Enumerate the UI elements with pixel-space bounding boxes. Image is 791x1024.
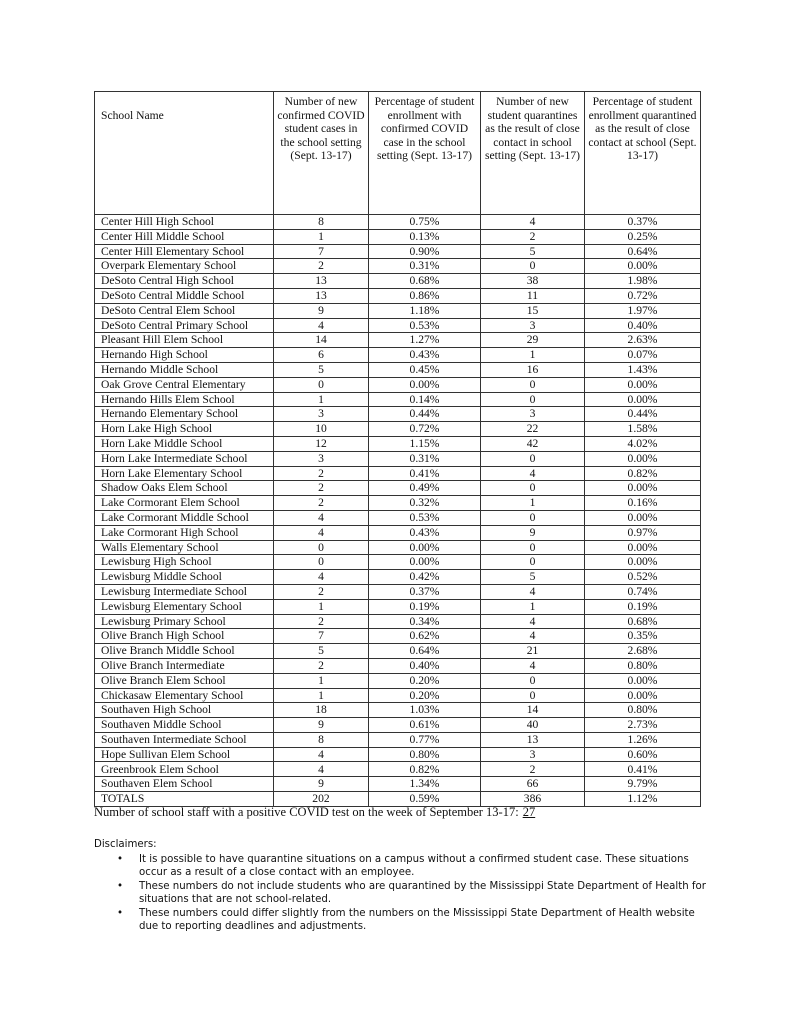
- cell-new-quarantines: 1: [481, 348, 585, 363]
- cell-case-percentage: 0.90%: [369, 244, 481, 259]
- cell-case-percentage: 0.20%: [369, 688, 481, 703]
- cell-new-quarantines: 42: [481, 436, 585, 451]
- cell-school-name: Lake Cormorant High School: [95, 525, 274, 540]
- cell-new-quarantines: 0: [481, 510, 585, 525]
- cell-case-percentage: 0.53%: [369, 510, 481, 525]
- cell-quarantine-percentage: 9.79%: [585, 777, 701, 792]
- cell-case-percentage: 0.34%: [369, 614, 481, 629]
- cell-quarantine-percentage: 0.97%: [585, 525, 701, 540]
- cell-new-cases: 1: [274, 599, 369, 614]
- cell-school-name: Center Hill Middle School: [95, 229, 274, 244]
- cell-case-percentage: 0.00%: [369, 555, 481, 570]
- cell-new-cases: 1: [274, 392, 369, 407]
- cell-case-percentage: 0.80%: [369, 747, 481, 762]
- cell-case-percentage: 1.34%: [369, 777, 481, 792]
- cell-new-quarantines: 0: [481, 540, 585, 555]
- cell-new-quarantines: 0: [481, 451, 585, 466]
- disclaimers-section: [94, 838, 714, 934]
- cell-case-percentage: 0.43%: [369, 525, 481, 540]
- table-row: [95, 407, 701, 422]
- cell-school-name: DeSoto Central Middle School: [95, 288, 274, 303]
- cell-new-quarantines: 66: [481, 777, 585, 792]
- cell-case-percentage: 0.20%: [369, 673, 481, 688]
- cell-case-percentage: 0.82%: [369, 762, 481, 777]
- table-row: [95, 333, 701, 348]
- cell-school-name: Horn Lake Elementary School: [95, 466, 274, 481]
- cell-case-percentage: 0.59%: [369, 792, 481, 807]
- cell-quarantine-percentage: 0.82%: [585, 466, 701, 481]
- cell-school-name: Lake Cormorant Middle School: [95, 510, 274, 525]
- cell-quarantine-percentage: 0.35%: [585, 629, 701, 644]
- bullet-icon: •: [117, 881, 124, 892]
- cell-new-cases: 18: [274, 703, 369, 718]
- table-row: [95, 762, 701, 777]
- cell-quarantine-percentage: 1.12%: [585, 792, 701, 807]
- cell-school-name: Southaven Intermediate School: [95, 732, 274, 747]
- cell-case-percentage: 0.45%: [369, 362, 481, 377]
- cell-new-cases: 6: [274, 348, 369, 363]
- table-row: [95, 703, 701, 718]
- table-row: [95, 274, 701, 289]
- cell-school-name: Lewisburg Intermediate School: [95, 584, 274, 599]
- table-row: [95, 584, 701, 599]
- cell-new-quarantines: 22: [481, 422, 585, 437]
- cell-new-cases: 1: [274, 229, 369, 244]
- cell-case-percentage: 1.18%: [369, 303, 481, 318]
- cell-new-cases: 0: [274, 555, 369, 570]
- table-header-row: [95, 92, 701, 215]
- cell-quarantine-percentage: 0.74%: [585, 584, 701, 599]
- cell-new-cases: 5: [274, 644, 369, 659]
- cell-new-quarantines: 2: [481, 762, 585, 777]
- cell-school-name: Chickasaw Elementary School: [95, 688, 274, 703]
- cell-quarantine-percentage: 2.73%: [585, 718, 701, 733]
- cell-case-percentage: 0.49%: [369, 481, 481, 496]
- cell-new-cases: 7: [274, 629, 369, 644]
- cell-new-cases: 10: [274, 422, 369, 437]
- cell-new-quarantines: 5: [481, 570, 585, 585]
- cell-case-percentage: 0.37%: [369, 584, 481, 599]
- cell-new-cases: 4: [274, 570, 369, 585]
- bullet-icon: •: [117, 908, 124, 919]
- cell-new-cases: 8: [274, 732, 369, 747]
- table-row: [95, 481, 701, 496]
- cell-new-cases: 4: [274, 525, 369, 540]
- cell-new-quarantines: 3: [481, 407, 585, 422]
- cell-quarantine-percentage: 0.68%: [585, 614, 701, 629]
- cell-school-name: Pleasant Hill Elem School: [95, 333, 274, 348]
- cell-school-name: Horn Lake Middle School: [95, 436, 274, 451]
- table-row: [95, 244, 701, 259]
- cell-new-quarantines: 0: [481, 688, 585, 703]
- covid-cases-table: [94, 91, 701, 807]
- cell-school-name: Olive Branch High School: [95, 629, 274, 644]
- cell-new-cases: 2: [274, 496, 369, 511]
- cell-school-name: TOTALS: [95, 792, 274, 807]
- cell-new-quarantines: 14: [481, 703, 585, 718]
- cell-case-percentage: 0.75%: [369, 215, 481, 230]
- cell-new-quarantines: 386: [481, 792, 585, 807]
- cell-quarantine-percentage: 0.00%: [585, 688, 701, 703]
- staff-count-value: 27: [522, 805, 536, 819]
- cell-new-quarantines: 4: [481, 614, 585, 629]
- cell-school-name: Center Hill Elementary School: [95, 244, 274, 259]
- cell-case-percentage: 0.42%: [369, 570, 481, 585]
- cell-new-quarantines: 5: [481, 244, 585, 259]
- cell-new-cases: 5: [274, 362, 369, 377]
- cell-school-name: Center Hill High School: [95, 215, 274, 230]
- disclaimers-title: Disclaimers:: [94, 839, 157, 850]
- cell-school-name: Olive Branch Intermediate: [95, 658, 274, 673]
- cell-quarantine-percentage: 2.63%: [585, 333, 701, 348]
- covid-report-table-container: [94, 91, 700, 807]
- cell-quarantine-percentage: 1.26%: [585, 732, 701, 747]
- cell-school-name: Hernando Hills Elem School: [95, 392, 274, 407]
- cell-quarantine-percentage: 0.00%: [585, 377, 701, 392]
- cell-case-percentage: 0.72%: [369, 422, 481, 437]
- table-row: [95, 777, 701, 792]
- cell-school-name: Olive Branch Middle School: [95, 644, 274, 659]
- cell-case-percentage: 1.27%: [369, 333, 481, 348]
- table-row: [95, 436, 701, 451]
- table-row: [95, 570, 701, 585]
- cell-quarantine-percentage: 0.37%: [585, 215, 701, 230]
- table-row: [95, 718, 701, 733]
- table-row: [95, 215, 701, 230]
- cell-new-cases: 9: [274, 718, 369, 733]
- cell-school-name: Walls Elementary School: [95, 540, 274, 555]
- cell-new-quarantines: 38: [481, 274, 585, 289]
- header-new-quarantines: Number of new student quarantines as the result of close contact in school setting (Sept. 13-17): [481, 92, 585, 215]
- cell-case-percentage: 0.77%: [369, 732, 481, 747]
- cell-quarantine-percentage: 0.00%: [585, 481, 701, 496]
- cell-case-percentage: 0.86%: [369, 288, 481, 303]
- cell-quarantine-percentage: 0.80%: [585, 658, 701, 673]
- cell-new-cases: 1: [274, 688, 369, 703]
- cell-case-percentage: 0.00%: [369, 377, 481, 392]
- cell-quarantine-percentage: 0.25%: [585, 229, 701, 244]
- cell-quarantine-percentage: 0.00%: [585, 510, 701, 525]
- cell-new-quarantines: 16: [481, 362, 585, 377]
- cell-case-percentage: 0.13%: [369, 229, 481, 244]
- cell-new-cases: 4: [274, 318, 369, 333]
- cell-new-quarantines: 13: [481, 732, 585, 747]
- cell-school-name: Hernando High School: [95, 348, 274, 363]
- table-row: [95, 747, 701, 762]
- cell-new-quarantines: 3: [481, 747, 585, 762]
- cell-quarantine-percentage: 0.19%: [585, 599, 701, 614]
- cell-case-percentage: 0.40%: [369, 658, 481, 673]
- cell-school-name: Hope Sullivan Elem School: [95, 747, 274, 762]
- disclaimer-item: [117, 853, 714, 879]
- cell-quarantine-percentage: 0.07%: [585, 348, 701, 363]
- cell-school-name: Southaven Elem School: [95, 777, 274, 792]
- cell-new-quarantines: 1: [481, 496, 585, 511]
- table-row: [95, 732, 701, 747]
- cell-school-name: Oak Grove Central Elementary: [95, 377, 274, 392]
- cell-new-quarantines: 0: [481, 555, 585, 570]
- cell-school-name: Southaven Middle School: [95, 718, 274, 733]
- cell-new-cases: 9: [274, 777, 369, 792]
- cell-school-name: DeSoto Central Elem School: [95, 303, 274, 318]
- cell-new-quarantines: 0: [481, 392, 585, 407]
- cell-new-cases: 7: [274, 244, 369, 259]
- table-row: [95, 348, 701, 363]
- table-row: [95, 658, 701, 673]
- table-row: [95, 392, 701, 407]
- table-row: [95, 614, 701, 629]
- cell-new-cases: 0: [274, 540, 369, 555]
- cell-school-name: Lake Cormorant Elem School: [95, 496, 274, 511]
- cell-quarantine-percentage: 0.00%: [585, 259, 701, 274]
- table-row: [95, 466, 701, 481]
- cell-new-quarantines: 4: [481, 658, 585, 673]
- table-row: [95, 318, 701, 333]
- header-quarantine-percentage: Percentage of student enrollment quarantined as the result of close contact at school (Sept. 13-17): [585, 92, 701, 215]
- cell-case-percentage: 0.53%: [369, 318, 481, 333]
- cell-school-name: Lewisburg High School: [95, 555, 274, 570]
- disclaimer-item: [117, 880, 714, 906]
- cell-case-percentage: 1.15%: [369, 436, 481, 451]
- table-row: [95, 540, 701, 555]
- table-row: [95, 288, 701, 303]
- cell-new-cases: 202: [274, 792, 369, 807]
- disclaimer-item: [117, 907, 714, 933]
- cell-quarantine-percentage: 0.40%: [585, 318, 701, 333]
- cell-new-cases: 8: [274, 215, 369, 230]
- cell-case-percentage: 0.14%: [369, 392, 481, 407]
- cell-quarantine-percentage: 0.00%: [585, 555, 701, 570]
- cell-quarantine-percentage: 1.98%: [585, 274, 701, 289]
- cell-new-cases: 2: [274, 614, 369, 629]
- cell-school-name: Overpark Elementary School: [95, 259, 274, 274]
- cell-school-name: Horn Lake High School: [95, 422, 274, 437]
- table-row: [95, 599, 701, 614]
- disclaimers-list: [94, 853, 714, 933]
- header-school-name: School Name: [95, 92, 274, 215]
- cell-new-cases: 9: [274, 303, 369, 318]
- cell-new-quarantines: 4: [481, 584, 585, 599]
- cell-new-quarantines: 4: [481, 629, 585, 644]
- cell-new-cases: 12: [274, 436, 369, 451]
- table-row: [95, 644, 701, 659]
- cell-new-quarantines: 40: [481, 718, 585, 733]
- table-row: [95, 362, 701, 377]
- cell-school-name: Hernando Elementary School: [95, 407, 274, 422]
- cell-new-quarantines: 11: [481, 288, 585, 303]
- cell-case-percentage: 0.61%: [369, 718, 481, 733]
- cell-new-quarantines: 21: [481, 644, 585, 659]
- cell-case-percentage: 0.32%: [369, 496, 481, 511]
- disclaimer-text: These numbers could differ slightly from the numbers on the Mississippi State Department of Health website due to reporting deadlines and adjustments.: [139, 908, 695, 932]
- cell-new-quarantines: 0: [481, 377, 585, 392]
- cell-new-cases: 2: [274, 658, 369, 673]
- cell-new-quarantines: 2: [481, 229, 585, 244]
- table-row: [95, 422, 701, 437]
- cell-case-percentage: 0.44%: [369, 407, 481, 422]
- cell-school-name: Shadow Oaks Elem School: [95, 481, 274, 496]
- cell-new-quarantines: 29: [481, 333, 585, 348]
- table-row: [95, 303, 701, 318]
- header-new-cases: Number of new confirmed COVID student cases in the school setting (Sept. 13-17): [274, 92, 369, 215]
- cell-new-cases: 13: [274, 274, 369, 289]
- cell-school-name: Lewisburg Elementary School: [95, 599, 274, 614]
- cell-new-cases: 3: [274, 451, 369, 466]
- cell-new-quarantines: 0: [481, 673, 585, 688]
- cell-case-percentage: 0.00%: [369, 540, 481, 555]
- cell-new-quarantines: 0: [481, 259, 585, 274]
- cell-quarantine-percentage: 0.00%: [585, 392, 701, 407]
- cell-quarantine-percentage: 0.72%: [585, 288, 701, 303]
- cell-quarantine-percentage: 2.68%: [585, 644, 701, 659]
- table-row: [95, 229, 701, 244]
- cell-case-percentage: 0.43%: [369, 348, 481, 363]
- table-row: [95, 451, 701, 466]
- cell-school-name: Horn Lake Intermediate School: [95, 451, 274, 466]
- staff-positive-count: [94, 805, 535, 820]
- cell-case-percentage: 0.19%: [369, 599, 481, 614]
- cell-quarantine-percentage: 4.02%: [585, 436, 701, 451]
- cell-case-percentage: 0.31%: [369, 451, 481, 466]
- cell-new-quarantines: 15: [481, 303, 585, 318]
- table-row: [95, 496, 701, 511]
- cell-quarantine-percentage: 0.64%: [585, 244, 701, 259]
- cell-new-quarantines: 3: [481, 318, 585, 333]
- cell-new-cases: 3: [274, 407, 369, 422]
- cell-school-name: DeSoto Central High School: [95, 274, 274, 289]
- cell-new-cases: 1: [274, 673, 369, 688]
- cell-quarantine-percentage: 0.52%: [585, 570, 701, 585]
- cell-new-quarantines: 0: [481, 481, 585, 496]
- cell-quarantine-percentage: 0.00%: [585, 540, 701, 555]
- cell-quarantine-percentage: 0.00%: [585, 673, 701, 688]
- cell-new-cases: 2: [274, 584, 369, 599]
- cell-new-quarantines: 9: [481, 525, 585, 540]
- cell-quarantine-percentage: 1.58%: [585, 422, 701, 437]
- cell-new-quarantines: 1: [481, 599, 585, 614]
- table-row: [95, 673, 701, 688]
- cell-new-cases: 2: [274, 466, 369, 481]
- cell-new-cases: 2: [274, 259, 369, 274]
- cell-school-name: Southaven High School: [95, 703, 274, 718]
- table-body: [95, 215, 701, 807]
- table-row: [95, 555, 701, 570]
- cell-case-percentage: 0.62%: [369, 629, 481, 644]
- cell-quarantine-percentage: 0.00%: [585, 451, 701, 466]
- cell-new-cases: 4: [274, 762, 369, 777]
- cell-case-percentage: 0.68%: [369, 274, 481, 289]
- table-row: [95, 525, 701, 540]
- cell-school-name: Greenbrook Elem School: [95, 762, 274, 777]
- disclaimer-text: These numbers do not include students who are quarantined by the Mississippi State Department of Health for situations that are not school-related.: [139, 881, 706, 905]
- cell-new-quarantines: 4: [481, 215, 585, 230]
- cell-case-percentage: 0.64%: [369, 644, 481, 659]
- cell-school-name: Lewisburg Primary School: [95, 614, 274, 629]
- table-row: [95, 377, 701, 392]
- disclaimer-text: It is possible to have quarantine situations on a campus without a confirmed student case. These situations occur as a result of a close contact with an employee.: [139, 854, 689, 878]
- cell-quarantine-percentage: 0.16%: [585, 496, 701, 511]
- cell-school-name: Lewisburg Middle School: [95, 570, 274, 585]
- cell-new-cases: 4: [274, 747, 369, 762]
- table-row: [95, 629, 701, 644]
- cell-quarantine-percentage: 0.80%: [585, 703, 701, 718]
- cell-school-name: DeSoto Central Primary School: [95, 318, 274, 333]
- cell-new-quarantines: 4: [481, 466, 585, 481]
- cell-quarantine-percentage: 1.43%: [585, 362, 701, 377]
- cell-quarantine-percentage: 0.41%: [585, 762, 701, 777]
- cell-new-cases: 0: [274, 377, 369, 392]
- cell-school-name: Hernando Middle School: [95, 362, 274, 377]
- cell-new-cases: 13: [274, 288, 369, 303]
- cell-new-cases: 14: [274, 333, 369, 348]
- bullet-icon: •: [117, 854, 124, 865]
- header-case-percentage: Percentage of student enrollment with confirmed COVID case in the school setting (Sept. 13-17): [369, 92, 481, 215]
- table-row: [95, 688, 701, 703]
- table-row: [95, 510, 701, 525]
- cell-new-cases: 2: [274, 481, 369, 496]
- cell-case-percentage: 0.31%: [369, 259, 481, 274]
- cell-new-cases: 4: [274, 510, 369, 525]
- staff-count-label: Number of school staff with a positive COVID test on the week of September 13-17:: [94, 805, 519, 819]
- cell-quarantine-percentage: 0.60%: [585, 747, 701, 762]
- cell-school-name: Olive Branch Elem School: [95, 673, 274, 688]
- cell-case-percentage: 0.41%: [369, 466, 481, 481]
- cell-quarantine-percentage: 0.44%: [585, 407, 701, 422]
- cell-case-percentage: 1.03%: [369, 703, 481, 718]
- table-row: [95, 259, 701, 274]
- cell-quarantine-percentage: 1.97%: [585, 303, 701, 318]
